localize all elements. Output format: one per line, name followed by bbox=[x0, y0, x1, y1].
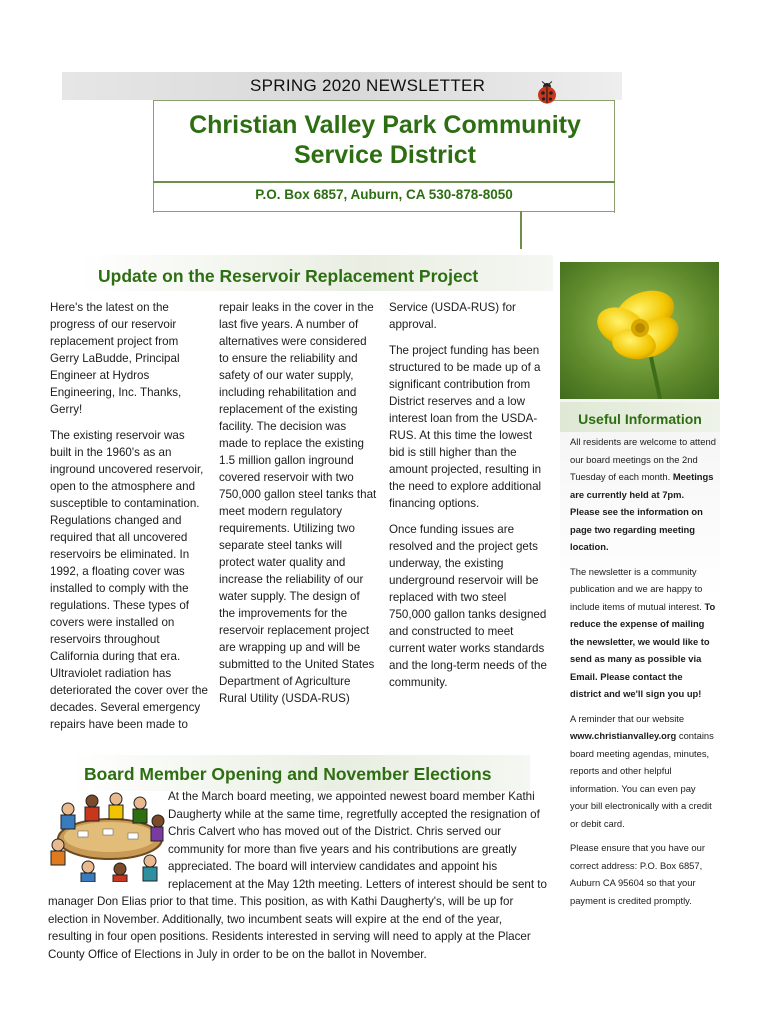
title-divider bbox=[153, 181, 615, 183]
sidebar-paragraph bbox=[570, 433, 716, 556]
sidebar-bold-text: To reduce the expense of mailing the newsletter, we would like to send as many as possible via Email. Please contact the district and we'll sign you up! bbox=[570, 600, 716, 699]
masthead-bottom-rule bbox=[153, 211, 615, 212]
newsletter-label: SPRING 2020 NEWSLETTER bbox=[250, 76, 486, 95]
article-paragraph: The project funding has been structured to be made up of a significant contribution from District reserves and a low interest loan from the USDA-RUS. At this time the lowest bid is still higher than the amount projected, resulting in the need to explore additional financing options. bbox=[389, 344, 542, 510]
contact-address: P.O. Box 6857, Auburn, CA 530-878-8050 bbox=[255, 187, 513, 202]
article-column-3 bbox=[389, 299, 547, 700]
article-paragraph: Once funding issues are resolved and the project gets underway, the existing underground reservoir will be replaced with two steel 750,000 gallon tanks designed and constructed to meet current water works standards and the long-term needs of the community. bbox=[389, 523, 547, 689]
website-link[interactable]: www.christianvalley.org bbox=[570, 730, 677, 741]
article-paragraph: repair leaks in the cover in the last five years. A number of alternatives were considered to ensure the reliability and safety of our water supply, including rehabilitation and replacement of the existing facility. The decision was made to replace the existing 1.5 million gallon inground covered reservoir with two 750,000 gallon steel tanks that meet modern regulatory requirements. Utilizing two separate steel tanks will protect water quality and increase the reliability of our water supply. The design of the improvements for the reservoir replacement project are wrapping up and will be submitted to the United States Department of Agriculture Rural Utility (USDA-RUS) bbox=[219, 301, 377, 705]
sidebar-paragraph: Please ensure that you have our correct address: P.O. Box 6857, Auburn CA 95604 so that your payment is credited promptly. bbox=[570, 842, 705, 906]
sidebar-title: Useful Information bbox=[578, 411, 702, 427]
board-headline: Board Member Opening and November Elections bbox=[84, 764, 492, 784]
board-meeting-clipart bbox=[48, 787, 168, 882]
article-paragraph: Here's the latest on the progress of our reservoir replacement project from Gerry LaBudde, Principal Engineer at Hydros Engineering, Inc. Thanks, Gerry! bbox=[50, 301, 182, 416]
article-column-1 bbox=[50, 299, 208, 742]
decorative-vertical-line bbox=[520, 211, 522, 249]
sidebar-bold-text: Meetings are currently held at 7pm. Please see the information on page two regarding meeting location. bbox=[570, 471, 714, 552]
sidebar-text: contains board meeting agendas, minutes, reports and other helpful information. You can even pay your bill electronically with a credit or debit card. bbox=[570, 730, 714, 829]
flower-photo bbox=[560, 262, 719, 399]
reservoir-headline: Update on the Reservoir Replacement Project bbox=[98, 266, 479, 286]
sidebar-paragraph bbox=[570, 710, 716, 833]
sidebar-text: A reminder that our website bbox=[570, 712, 685, 724]
sidebar-text: All residents are welcome to attend our board meetings on the 2nd Tuesday of each month. bbox=[570, 436, 716, 482]
page-title: Christian Valley Park Community Service District bbox=[189, 111, 581, 169]
sidebar-text: The newsletter is a community publication and we are happy to include items of mutual interest. bbox=[570, 565, 705, 612]
sidebar-body bbox=[570, 433, 716, 916]
sidebar-paragraph bbox=[570, 563, 716, 703]
article-paragraph: The existing reservoir was built in the 1960's as an inground uncovered reservoir, open to the atmosphere and susceptible to contamination. Regulations changed and required that all uncovered reservoirs be eliminated. In 1992, a floating cover was installed to comply with the regulations. These types of covers were installed on reservoirs throughout California during that era. Ultraviolet radiation has deteriorated the cover over the decades. Several emergency repairs have been made to bbox=[50, 429, 208, 731]
article-paragraph: Service (USDA-RUS) for approval. bbox=[389, 301, 516, 331]
board-paragraph: At the March board meeting, we appointed newest board member Kathi Daugherty while at the same time, regretfully accepted the resignation of Chris Calvert who has moved out of the District. Chris served our community for more than five years and his contributions are greatly appreciated. The board will interview candidates and appoint his replacement at the May 12th meeting. Letters of interest should be sent to manager Don Elias prior to that time. This position, as with Kathi Daugherty's, will be up for election in November. Additionally, two incumbent seats will expire at the end of the year, resulting in four open positions. Residents interested in serving will need to apply at the Placer County Office of Elections in July in order to be on the ballot in November. bbox=[48, 790, 547, 961]
ladybug-icon bbox=[534, 81, 560, 105]
article-column-2 bbox=[219, 299, 377, 716]
